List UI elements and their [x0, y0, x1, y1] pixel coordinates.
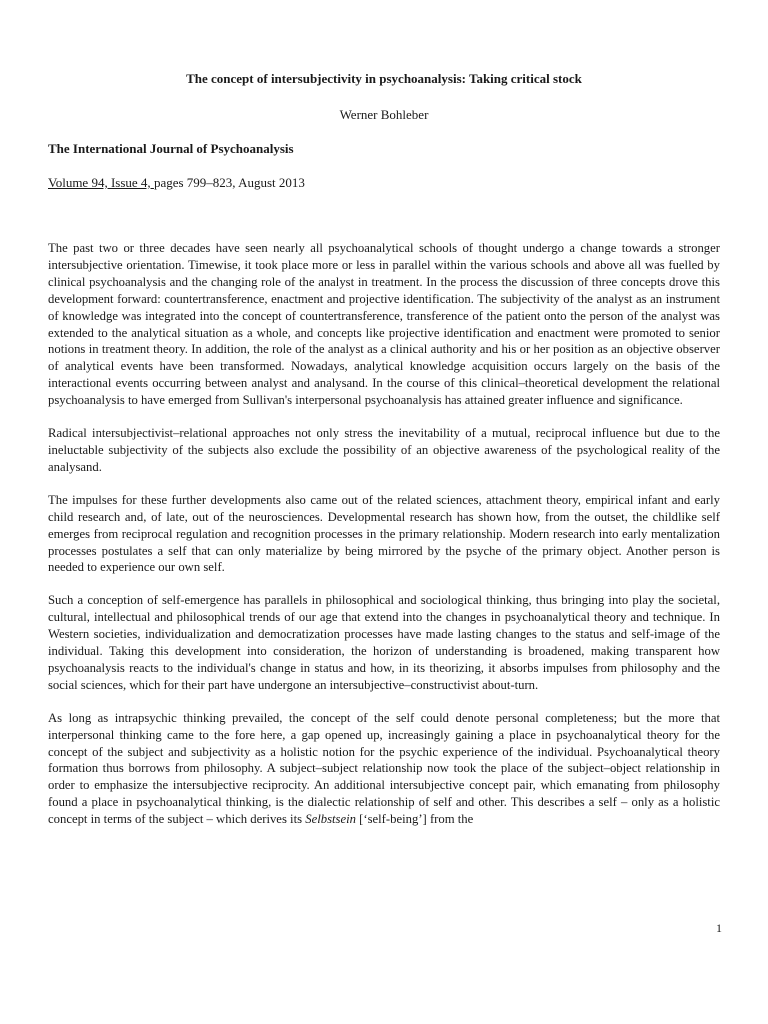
article-body: [48, 240, 720, 828]
paragraph-5-emphasis: Selbstsein: [305, 812, 356, 827]
paragraph-5-text: As long as intrapsychic thinking prevailed, the concept of the self could denote personal completeness; but the more that interpersonal thinking came to the fore here, a gap opened up, increasingly gaining a place in psychoanalytical theory for the concept of the subject and subjectivity as a holistic notion for the psychic experience of the individual. Psychoanalytical theory formation thus borrows from philosophy. A subject–subject relationship now took the place of the subject–object relationship in order to emphasize the intersubjective reciprocity. An additional intersubjective concept pair, which emanating from philosophy found a place in psychoanalytical thinking, is the dialectic relationship of self and other. This describes a self – only as a holistic concept in terms of the subject – which derives its: [48, 710, 720, 827]
journal-name: The International Journal of Psychoanalysis: [48, 141, 294, 156]
citation-pages-date: pages 799–823, August 2013: [153, 175, 305, 190]
paragraph-5: [48, 710, 720, 828]
paragraph-4: Such a conception of self-emergence has parallels in philosophical and sociological thinking, thus bringing into play the societal, cultural, intellectual and philosophical trends of our age that extend into the changes in psychoanalytical theory and technique. In Western societies, individualization and democratization processes have made lasting changes to the status and self-image of the individual. Taking this development into consideration, the horizon of understanding is broadened, making transparent how psychoanalysis reacts to the individual's change in status and how, in its theorizing, it absorbs impulses from philosophy and the social sciences, which for their part have undergone an intersubjective–constructivist about-turn.: [48, 593, 720, 692]
page-number: 1: [716, 921, 722, 935]
author-name: Werner Bohleber: [339, 107, 429, 122]
article-title: The concept of intersubjectivity in psychoanalysis: Taking critical stock: [186, 71, 582, 86]
paragraph-3: The impulses for these further developments also came out of the related sciences, attachment theory, empirical infant and early child research and, of late, out of the neurosciences. Developmental research has shown how, from the outset, the childlike self emerges from reciprocal regulation and recognition processes in the primary relationship. Modern research into early mentalization processes postulates a self that can only materialize by being mirrored by the psyche of the primary object. Another person is needed to experience our own self.: [48, 492, 720, 575]
paragraph-1: The past two or three decades have seen nearly all psychoanalytical schools of thought undergo a change towards a stronger intersubjective orientation. Timewise, it took place more or less in parallel within the various schools and above all was fuelled by clinical psychoanalysis and the changing role of the analyst in treatment. In the process the discussion of three concepts drove this development forward: countertransference, enactment and projective identification. The subjectivity of the analyst as an instrument of knowledge was integrated into the concept of countertransference, transference of the patient onto the person of the analyst was extended to the analytical situation as a whole, and concepts like projective identification and enactment were promoted to senior notions in treatment theory. In addition, the role of the analyst as a clinical authority and his or her position as an objective observer of analytical events have been transformed. Nowadays, analytical knowledge acquisition occurs largely on the basis of the interactional events occurring between analyst and analysand. In the course of this clinical–theoretical development the relational psychoanalysis to have emerged from Sullivan's interpersonal psychoanalysis has attained greater influence and significance.: [48, 241, 720, 408]
volume-issue-link[interactable]: Volume 94, Issue 4,: [48, 175, 154, 190]
citation-line: [48, 174, 305, 192]
paragraph-2: Radical intersubjectivist–relational approaches not only stress the inevitability of a mutual, reciprocal influence but due to the ineluctable subjectivity of the subjects also exclude the possibility of an objective awareness of the psychological reality of the analysand.: [48, 426, 720, 474]
paragraph-5-continuation: [‘self-being’] from the: [355, 812, 474, 827]
